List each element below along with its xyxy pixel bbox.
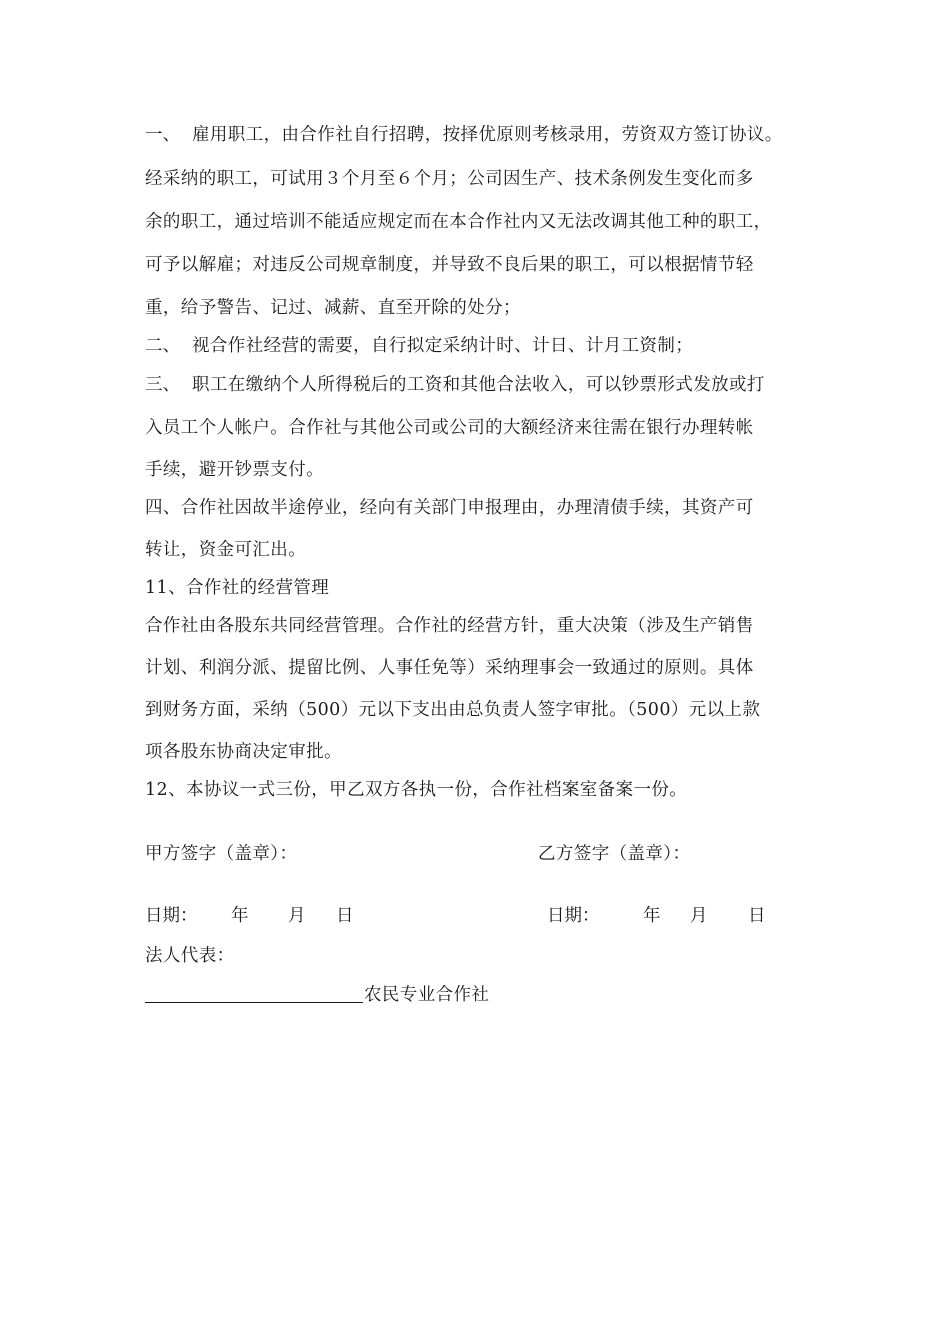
cooperative-name-label: 农民专业合作社 — [364, 985, 490, 1005]
party-a-date-month: 月 — [288, 906, 306, 926]
section-12: 12、本协议一式三份，甲乙双方各执一份，合作社档案室备案一份。 — [145, 780, 688, 800]
party-b-date-year: 年 — [643, 906, 661, 926]
party-a-date-label: 日期： — [145, 906, 198, 926]
party-b-signature-label: 乙方签字（盖章）： — [538, 844, 691, 864]
clause-3-line-2: 入员工个人帐户。合作社与其他公司或公司的大额经济来往需在银行办理转帐 — [145, 418, 754, 438]
section-11-heading: 11、合作社的经营管理 — [145, 578, 330, 598]
clause-1-marker: 一、 — [145, 125, 180, 145]
party-a-date-year: 年 — [231, 906, 249, 926]
clause-4-line-2: 转让，资金可汇出。 — [145, 540, 307, 560]
section-11-line-4: 项各股东协商决定审批。 — [145, 742, 342, 762]
clause-3-marker: 三、 — [145, 375, 180, 395]
clause-1-line-5: 重，给予警告、记过、减薪、直至开除的处分； — [145, 298, 521, 318]
clause-1-line-1: 雇用职工，由合作社自行招聘，按择优原则考核录用，劳资双方签订协议。 — [192, 125, 783, 145]
clause-3-line-3: 手续，避开钞票支付。 — [145, 460, 324, 480]
party-a-signature-label: 甲方签字（盖章）： — [145, 844, 298, 864]
clause-3-line-1: 职工在缴纳个人所得税后的工资和其他合法收入，可以钞票形式发放或打 — [192, 375, 765, 395]
party-b-date-label: 日期： — [547, 906, 600, 926]
clause-1-line-3: 余的职工，通过培训不能适应规定而在本合作社内又无法改调其他工种的职工， — [145, 212, 772, 232]
clause-1-line-4: 可予以解雇；对违反公司规章制度，并导致不良后果的职工，可以根据情节轻 — [145, 255, 754, 275]
clause-2-line-1: 视合作社经营的需要，自行拟定采纳计时、计日、计月工资制； — [192, 336, 694, 356]
party-b-date-month: 月 — [690, 906, 708, 926]
cooperative-name-blank — [145, 1002, 363, 1003]
party-a-date-day: 日 — [336, 906, 354, 926]
section-11-line-2: 计划、利润分派、提留比例、人事任免等）采纳理事会一致通过的原则。具体 — [145, 658, 754, 678]
clause-2-marker: 二、 — [145, 336, 180, 356]
clause-1-line-2: 经采纳的职工，可试用３个月至６个月；公司因生产、技术条例发生变化而多 — [145, 169, 754, 189]
section-11-line-3: 到财务方面，采纳（500）元以下支出由总负责人签字审批。（500）元以上款 — [145, 700, 761, 720]
clause-4-line-1: 四、合作社因故半途停业，经向有关部门申报理由，办理清债手续，其资产可 — [145, 498, 754, 518]
section-11-line-1: 合作社由各股东共同经营管理。合作社的经营方针，重大决策（涉及生产销售 — [145, 616, 754, 636]
legal-representative-label: 法人代表： — [145, 946, 235, 966]
party-b-date-day: 日 — [748, 906, 766, 926]
